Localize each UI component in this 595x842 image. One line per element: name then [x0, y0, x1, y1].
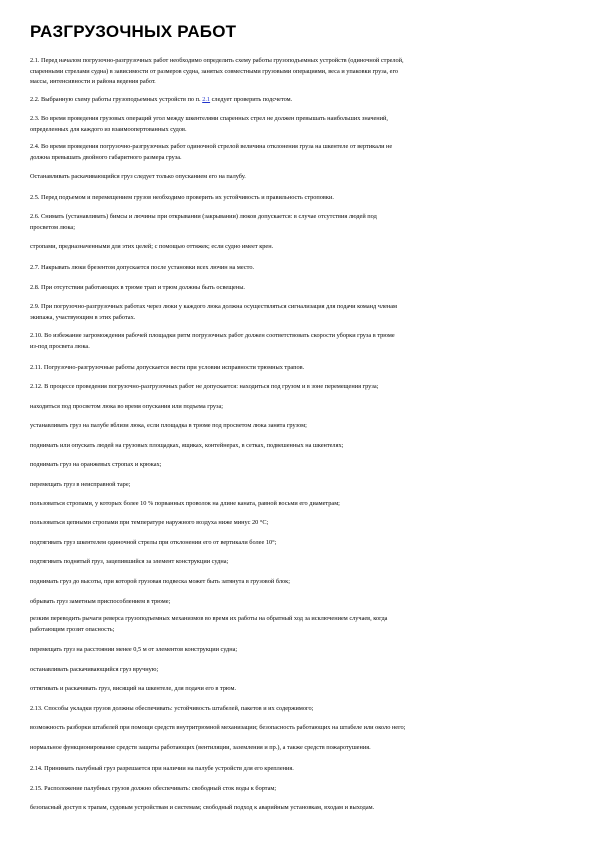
text-line: устанавливать груз на палубе вблизи люка, если площадка в трюме под просветом люка занята грузом; — [30, 422, 307, 429]
text-line: из-под просвета люка. — [30, 342, 90, 350]
text-line: перемещать груз в неисправной таре; — [30, 481, 131, 488]
paragraph-2-14 — [30, 764, 570, 775]
paragraph-2-6 — [30, 212, 570, 233]
text-line: спаренными стрелами судна) в зависимости от размеров судна, занятых совместными грузовыми операциями, веса и упаковки груза, его — [30, 67, 399, 75]
paragraph-2-15 — [30, 784, 570, 795]
paragraph-2-4 — [30, 142, 570, 163]
text-line: 2.1. Перед началом погрузочно-разгрузочных работ необходимо определить схему работы грузоподъемных устройств (одиночной стрелой, — [30, 57, 404, 64]
paragraph-2-10 — [30, 331, 570, 352]
text-line: поднимать или опускать людей на грузовых площадках, ящиках, контейнерах, в сетках, подвешенных на шкентелях; — [30, 442, 344, 449]
list-item — [30, 402, 570, 413]
text-line: экипажа, участвующим в этих работах. — [30, 313, 136, 321]
text-line: оттягивать и раскачивать груз, висящий на шкентеле, для подачи его в трюм. — [30, 685, 237, 692]
text-line: 2.15. Расположение палубных грузов должно обеспечивать: свободный сток воды к бортам; — [30, 785, 277, 792]
text-line: 2.6. Снимать (устанавливать) бимсы и лючины при открывании (закрывании) люков допускается: в случае отсутствия людей под — [30, 213, 377, 220]
document-title: РАЗГРУЗОЧНЫХ РАБОТ — [30, 22, 237, 41]
list-item — [30, 645, 570, 656]
text-line: поднимать груз до высоты, при которой грузовая подвеска может быть затянута в грузовой блок; — [30, 578, 290, 585]
list-item — [30, 577, 570, 588]
text-line: поднимать груз на оранжевых стропах и крюках; — [30, 461, 162, 468]
text-line: 2.7. Накрывать люки брезентом допускается после установки всех лючин на место. — [30, 264, 255, 271]
list-item — [30, 441, 570, 452]
paragraph-2-1 — [30, 56, 570, 88]
text-line: 2.10. Во избежание загромождения рабочей площадки ритм погрузочных работ должен соответствовать скорости уборки груза в трюме — [30, 332, 395, 339]
text-line: 2.8. При отсутствии работающих в трюме трап и трюм должны быть освещены. — [30, 284, 246, 291]
text-line: просветом люка; — [30, 223, 75, 231]
list-item — [30, 684, 570, 695]
list-item — [30, 665, 570, 676]
list-item — [30, 538, 570, 549]
text-line: возможность разборки штабелей при помощи средств внутритрюмной механизации; безопасность работающих на штабеле или около него; — [30, 724, 406, 731]
paragraph-text: следует проверить подсчетом. — [211, 96, 293, 103]
text-line: стропами, предназначенными для этих целей; с помощью оттяжек; если судно имеет крен. — [30, 243, 274, 250]
text-line: обрывать груз заметным приспособлением в трюме; — [30, 598, 171, 605]
paragraph-text: 2.2. Выбранную схему работы грузоподъемных устройств по п. — [30, 96, 201, 103]
paragraph-2-2 — [30, 95, 570, 106]
paragraph-2-7 — [30, 263, 570, 274]
text-line: определенных для каждого из взаимоопертованных судов. — [30, 125, 187, 133]
paragraph-2-11 — [30, 363, 570, 374]
paragraph-2-13 — [30, 704, 570, 715]
text-line: пользоваться стропами, у которых более 10 % порванных проволок на длине каната, равной восьми его диаметрам; — [30, 500, 340, 507]
text-line: резким переводить рычаги реверса грузоподъемных механизмов во время их работы на обратный ход за исключением случаев, когда — [30, 615, 388, 622]
paragraph-2-5 — [30, 193, 570, 204]
text-line: перемещать груз на расстоянии менее 0,5 м от элементов конструкции судна; — [30, 646, 238, 653]
list-item — [30, 460, 570, 471]
text-line: 2.13. Способы укладки грузов должны обеспечивать: устойчивость штабелей, пакетов и их содержимого; — [30, 705, 314, 712]
list-item — [30, 803, 570, 814]
paragraph-text-block — [30, 172, 570, 183]
text-line: подтягивать поднятый груз, зацепившийся за элемент конструкции судна; — [30, 558, 229, 565]
text-line: пользоваться цепными стропами при температуре наружного воздуха ниже минус 20 °С; — [30, 519, 269, 526]
text-line: массы, интенсивности и района ведения работ. — [30, 78, 156, 85]
list-item — [30, 557, 570, 568]
text-line: 2.9. При погрузочно-разгрузочных работах через люки у каждого люка должна осуществляться сигнализация для подачи команд членам — [30, 303, 398, 310]
text-line: 2.12. В процессе проведения погрузочно-разгрузочных работ не допускается: находиться под грузом и в зоне перемещения груза; — [30, 383, 379, 390]
list-item — [30, 614, 570, 635]
paragraph-2-3 — [30, 114, 570, 135]
text-line: безопасный доступ к трапам, судовым устройствам и системам; свободный подход к аварийным установкам, входам и выходам. — [30, 804, 375, 811]
text-line: 2.14. Принимать палубный груз разрешается при наличии на палубе устройств для его крепления. — [30, 765, 294, 772]
list-item — [30, 743, 570, 754]
text-line: Останавливать раскачивающийся груз следует только опусканием его на палубу. — [30, 173, 246, 180]
text-line: 2.3. Во время проведения грузовых операций угол между шкентелями спаренных стрел не должен превышать наибольших значений, — [30, 115, 388, 122]
section-link[interactable]: 2.1 — [202, 96, 211, 103]
paragraph-2-12 — [30, 382, 570, 393]
text-line: подтягивать груз шкентелем одиночной стрелы при отклонении его от вертикали более 10°; — [30, 539, 277, 546]
list-item — [30, 597, 570, 608]
list-item — [30, 480, 570, 491]
text-line: находиться под просветом люка во время опускания или подъема груза; — [30, 403, 224, 410]
text-line: нормальное функционирование средств защиты работающих (вентиляции, заземления и пр.), а также средств пожаротушения. — [30, 744, 371, 751]
text-line: 2.5. Перед подъемом и перемещением грузов необходимо проверить их устойчивость и правильность строповки. — [30, 194, 334, 201]
paragraph-text-block — [30, 242, 570, 253]
paragraph-2-8 — [30, 283, 570, 294]
text-line: 2.4. Во время проведения погрузочно-разгрузочных работ одиночной стрелой величина отклонения груза на шкентеле от вертикали не — [30, 143, 393, 150]
list-item — [30, 723, 570, 734]
text-line: должна превышать двойного габаритного размера груза. — [30, 153, 182, 161]
text-line: 2.11. Погрузочно-разгрузочные работы допускается вести при условии исправности трюмных трапов. — [30, 364, 305, 371]
list-item — [30, 421, 570, 432]
list-item — [30, 518, 570, 529]
text-line: останавливать раскачивающийся груз вручную; — [30, 666, 159, 673]
text-line: работающим грозит опасность; — [30, 625, 115, 633]
paragraph-2-9 — [30, 302, 570, 323]
list-item — [30, 499, 570, 510]
